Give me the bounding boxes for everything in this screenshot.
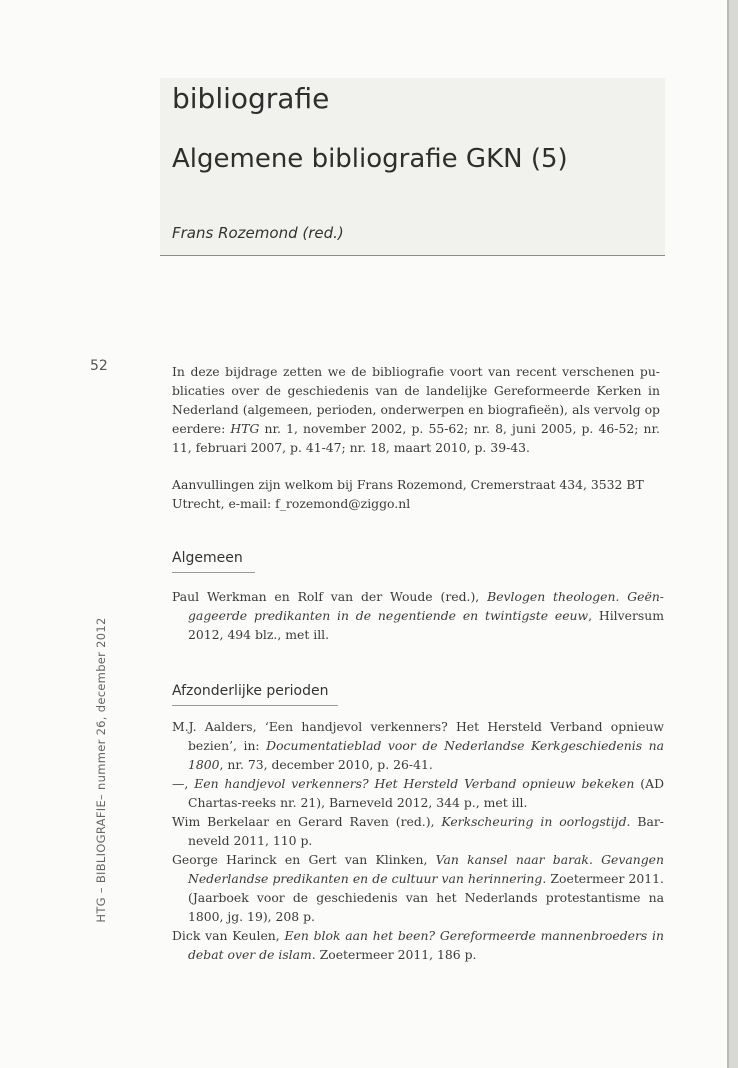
entry-details: . Zoetermeer 2011. (Jaarboek voor de geschiedenis van het Nederlands protestantisme na 1800, jg. 19), 208 p.: [188, 871, 664, 924]
algemeen-list: [172, 587, 664, 644]
heading-perioden-underline: [172, 705, 338, 706]
entry-author: Paul Werkman en Rolf van der Woude (red.),: [172, 589, 488, 604]
heading-perioden: Afzonderlijke perioden: [172, 683, 329, 699]
entry-title: Een blok aan het been? Gereformeerde mannenbroeders in debat over de islam: [188, 928, 664, 962]
bib-entry: [172, 926, 664, 964]
entry-author: —,: [172, 776, 195, 791]
page-edge: [729, 0, 738, 1068]
entry-title: Kerkscheuring in oorlogstijd: [441, 814, 627, 829]
entry-details: . Bar-neveld 2011, 110 p.: [188, 814, 664, 848]
entry-details: , Hilversum 2012, 494 blz., met ill.: [188, 608, 664, 642]
heading-algemeen: Algemeen: [172, 550, 243, 566]
perioden-list: [172, 717, 664, 964]
entry-title: Een handjevol verkenners? Het Hersteld Verband opnieuw bekeken: [194, 776, 635, 791]
entry-details: (AD Chartas-reeks nr. 21), Barneveld 2012, 344 p., met ill.: [188, 776, 664, 810]
running-head-text: HTG – BIBLIOGRAFIE– nummer 26, december 2012: [94, 617, 108, 923]
entry-title: Bevlogen theologen. Geën-gageerde predikanten in de negentiende en twintigste eeuw: [188, 589, 664, 623]
contact-paragraph: Aanvullingen zijn welkom bij Frans Rozemond, Cremerstraat 434, 3532 BT Utrecht, e-mail: f_rozemond@ziggo.nl: [172, 477, 644, 511]
intro-text: In deze bijdrage zetten we de bibliografie voort van recent verschenen pu-blicaties over de geschiedenis van de landelijke Gereformeerde Kerken in Nederland (algemeen, perioden, onderwerpen en biografieën), als vervolg op eerdere:: [172, 364, 660, 436]
entry-author: M.J. Aalders, ‘Een handjevol verkenners? Het Hersteld Verband opnieuw bezien’, in:: [172, 719, 664, 753]
entry-author: Dick van Keulen,: [172, 928, 285, 943]
article-author: Frans Rozemond (red.): [172, 224, 344, 242]
section-label: bibliografie: [172, 82, 330, 115]
article-title: Algemene bibliografie GKN (5): [172, 144, 568, 174]
entry-details: . Zoetermeer 2011, 186 p.: [311, 947, 477, 962]
intro-paragraph: [172, 362, 660, 457]
intro-htg: HTG: [230, 421, 260, 436]
heading-algemeen-underline: [172, 572, 255, 573]
entry-title: Documentatieblad voor de Nederlandse Kerkgeschiedenis na 1800: [188, 738, 664, 772]
entry-author: George Harinck en Gert van Klinken,: [172, 852, 436, 867]
bib-entry: [172, 587, 664, 644]
bib-entry: [172, 717, 664, 774]
page-number: 52: [90, 358, 108, 374]
intro-text-rest: nr. 1, november 2002, p. 55-62; nr. 8, juni 2005, p. 46-52; nr. 11, februari 2007, p. 41-47; nr. 18, maart 2010, p. 39-43.: [172, 421, 660, 455]
entry-details: , nr. 73, december 2010, p. 26-41.: [219, 757, 433, 772]
bib-entry: [172, 850, 664, 926]
entry-author: Wim Berkelaar en Gerard Raven (red.),: [172, 814, 442, 829]
bib-entry: [172, 812, 664, 850]
entry-title: Van kansel naar barak. Gevangen Nederlandse predikanten en de cultuur van herinnering: [188, 852, 664, 886]
author-divider: [160, 255, 665, 256]
bib-entry: [172, 774, 664, 812]
